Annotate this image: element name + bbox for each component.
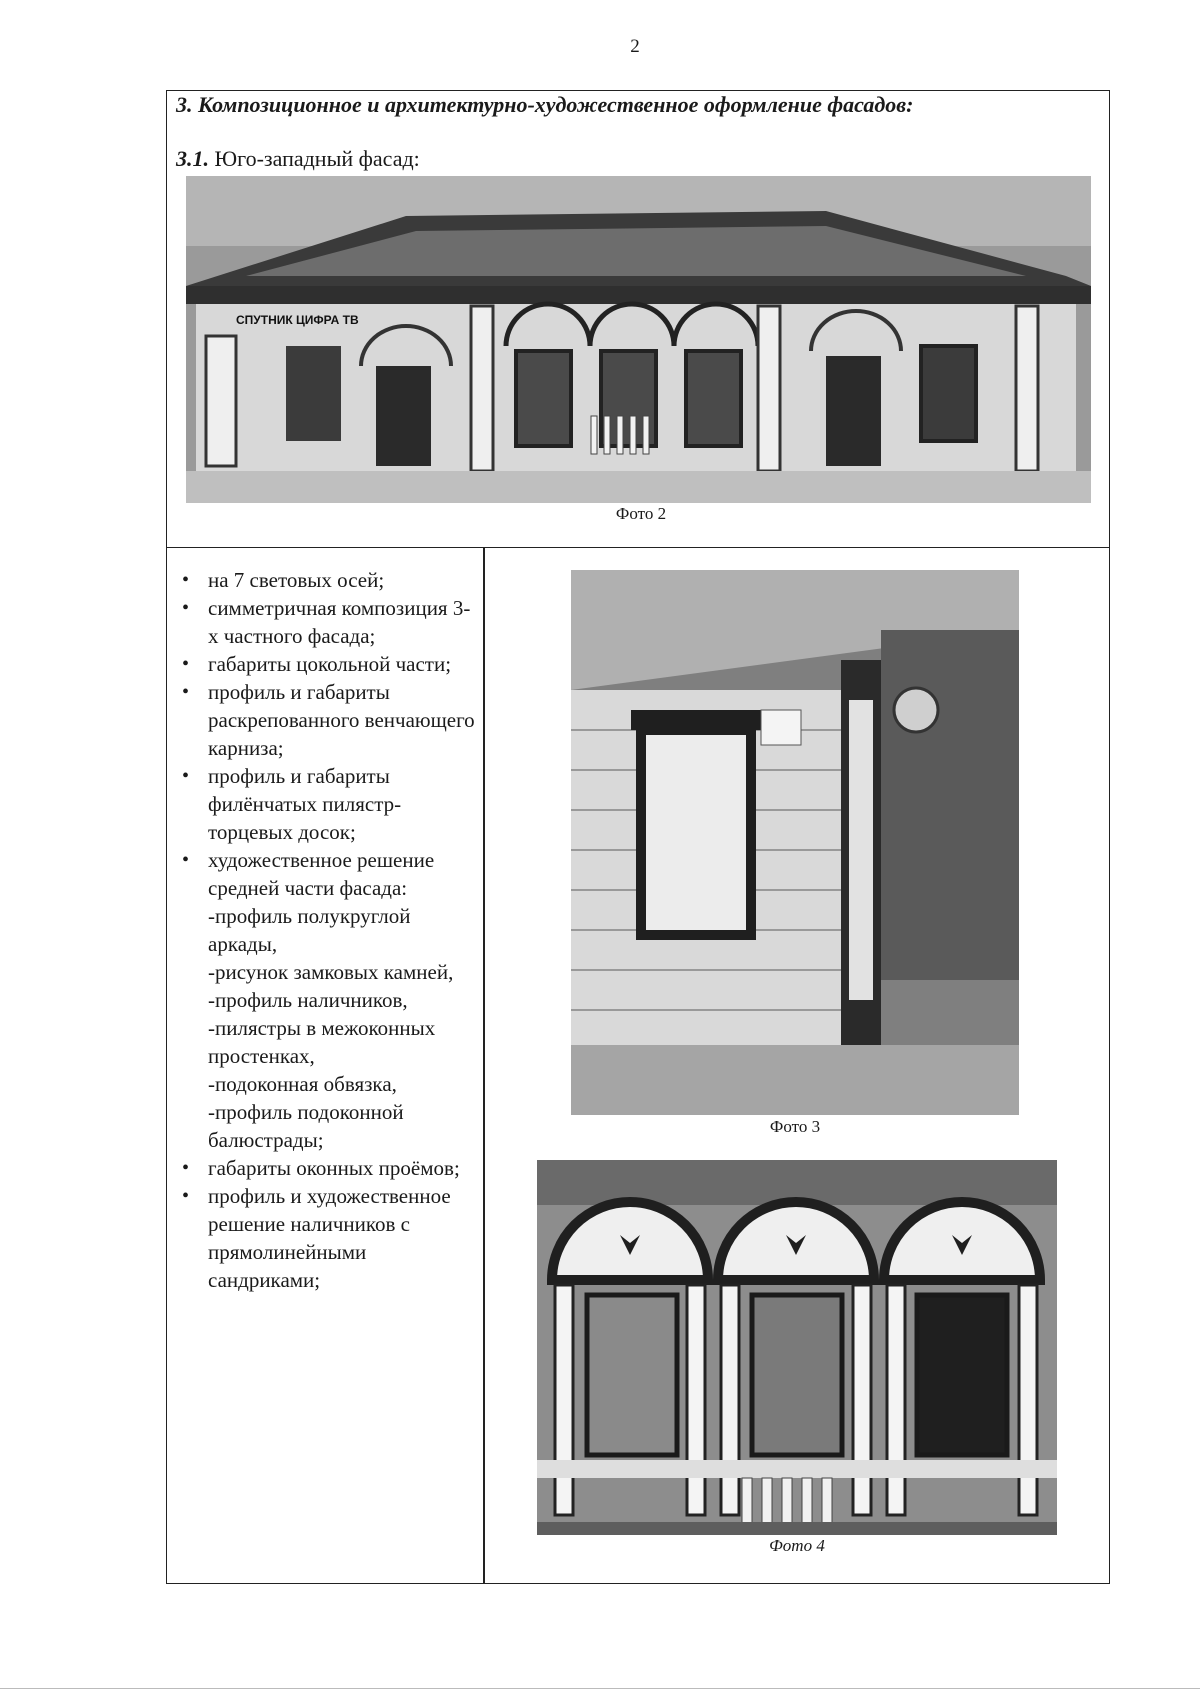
sub-item: -подоконная обвязка,	[208, 1072, 397, 1096]
list-item: • на 7 световых осей;	[178, 566, 478, 594]
list-item: • художественное решение средней части фасада: -профиль полукруглой аркады, -рисунок замковых камней, -профиль наличников, -пилястры в межоконных простенках, -подоконная обвязка, -профиль подоконной балюстрады;	[178, 846, 478, 1154]
photo-arcade-detail	[537, 1160, 1057, 1535]
section-heading: 3. Композиционное и архитектурно-художественное оформление фасадов:	[176, 92, 914, 117]
sub-item: -профиль полукруглой аркады,	[208, 904, 411, 956]
photo-4-caption: Фото 4	[769, 1536, 825, 1555]
scan-edge-line	[0, 1688, 1200, 1689]
page-number: 2	[630, 36, 640, 57]
sub-item: -профиль наличников,	[208, 988, 408, 1012]
list-item: • габариты оконных проёмов;	[178, 1154, 478, 1182]
sub-item: -профиль подоконной балюстрады;	[208, 1100, 404, 1152]
subsection-heading	[176, 146, 420, 172]
photo-facade-overview	[186, 176, 1091, 503]
subsection-number: 3.1.	[176, 146, 209, 171]
table-column-divider	[483, 547, 485, 1584]
list-item: • профиль и художественное решение наличников с прямолинейными сандриками;	[178, 1182, 478, 1294]
list-item: • габариты цокольной части;	[178, 650, 478, 678]
features-list	[178, 566, 478, 1294]
photo-3-caption: Фото 3	[769, 1117, 821, 1136]
list-item: • профиль и габариты филёнчатых пилястр-торцевых досок;	[178, 762, 478, 846]
list-item: • симметричная композиция 3-х частного фасада;	[178, 594, 478, 650]
subsection-title: Юго-западный фасад:	[214, 146, 420, 171]
sub-item: -рисунок замковых камней,	[208, 960, 454, 984]
photo-side-detail	[571, 570, 1019, 1115]
sub-item: -пилястры в межоконных простенках,	[208, 1016, 436, 1068]
photo-2-caption: Фото 2	[615, 504, 667, 523]
list-item: • профиль и габариты раскрепованного венчающего карниза;	[178, 678, 478, 762]
facade-sign-text: СПУТНИК ЦИФРА ТВ	[236, 313, 359, 327]
